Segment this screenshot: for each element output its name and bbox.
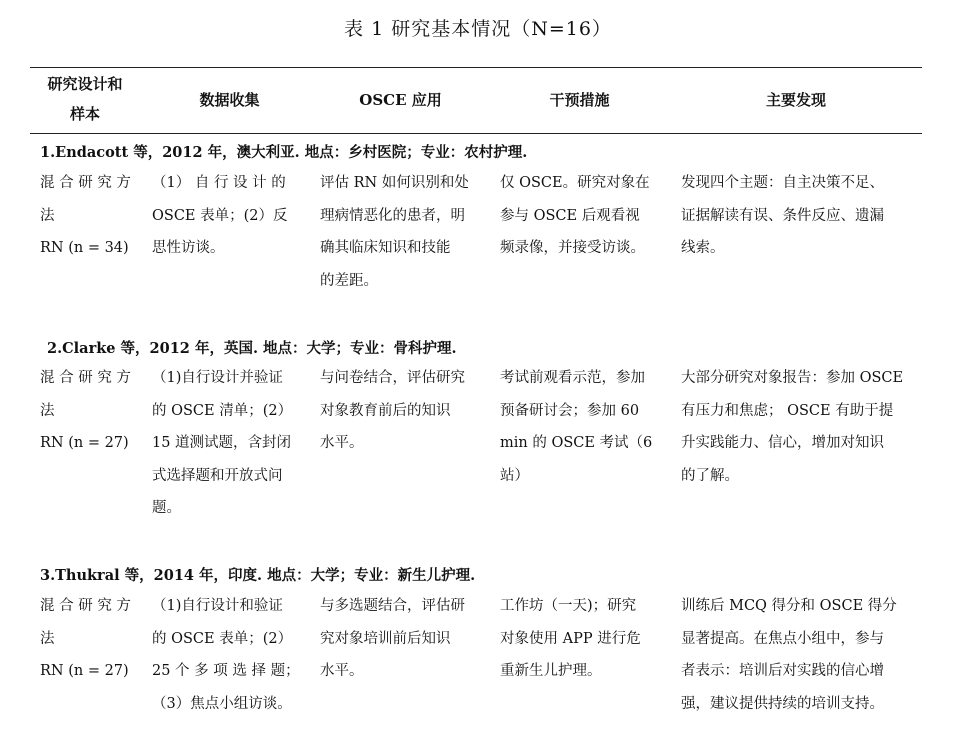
text-line: 预备研讨会；参加 60 — [500, 402, 640, 419]
table-title: 表 1 研究基本情况（N=16） — [344, 18, 612, 40]
text-line: RN (n = 27) — [40, 435, 129, 452]
header-data-collection: 数据收集 — [199, 91, 260, 109]
text-line: 强，建议提供持续的培训支持。 — [681, 695, 884, 712]
text-line: 确其临床知识和技能 — [320, 240, 451, 257]
header-intervention: 干预措施 — [549, 91, 610, 109]
text-line: 混 合 研 究 方 — [40, 175, 131, 191]
text-line: 与问卷结合，评估研究 — [320, 370, 465, 386]
study-3-findings — [681, 590, 921, 720]
table-top-rule — [30, 67, 922, 68]
text-line: 的差距。 — [320, 272, 378, 289]
study-3-intervention — [500, 590, 670, 688]
text-line: 仅 OSCE。研究对象在 — [500, 175, 650, 191]
text-line: 对象教育前后的知识 — [320, 402, 451, 419]
study-1-data-collection — [152, 167, 307, 265]
text-line: 究对象培训前后知识 — [320, 630, 451, 647]
text-line: 法 — [40, 207, 55, 224]
study-3-data-collection — [152, 590, 307, 720]
text-line: 显著提高。在焦点小组中，参与 — [681, 630, 884, 647]
header-findings: 主要发现 — [765, 91, 826, 109]
text-line: 与多选题结合，评估研 — [320, 598, 465, 614]
header-bottom-rule — [30, 133, 922, 134]
text-line: 站） — [500, 467, 529, 484]
text-line: 升实践能力、信心，增加对知识 — [681, 435, 884, 452]
text-line: 法 — [40, 402, 55, 419]
text-line: 评估 RN 如何识别和处 — [320, 175, 469, 191]
text-line: 混 合 研 究 方 — [40, 598, 131, 614]
text-line: 的了解。 — [681, 467, 739, 484]
text-line: 者表示：培训后对实践的信心增 — [681, 663, 884, 680]
text-line: 大部分研究对象报告：参加 OSCE — [681, 370, 904, 386]
text-line: 15 道测试题，含封闭 — [152, 435, 292, 452]
text-line: 25 个 多 项 选 择 题； — [152, 663, 300, 680]
text-line: 训练后 MCQ 得分和 OSCE 得分 — [681, 598, 897, 614]
study-2-intervention — [500, 362, 670, 492]
text-line: 法 — [40, 630, 55, 647]
text-line: min 的 OSCE 考试（6 — [500, 435, 653, 452]
text-line: 线索。 — [681, 240, 725, 257]
text-line: 对象使用 APP 进行危 — [500, 630, 641, 647]
text-line: RN (n = 34) — [40, 240, 129, 257]
study-1-findings — [681, 167, 921, 265]
header-design-line1: 研究设计和 — [47, 75, 123, 93]
study-1-design — [40, 167, 140, 265]
text-line: 混 合 研 究 方 — [40, 370, 131, 386]
study-3-design — [40, 590, 140, 688]
study-2-findings — [681, 362, 921, 492]
study-3-osce — [320, 590, 490, 688]
text-line: 水平。 — [320, 435, 364, 452]
text-line: 题。 — [152, 500, 181, 517]
study-2-osce — [320, 362, 490, 460]
text-line: 频录像，并接受访谈。 — [500, 240, 645, 257]
text-line: 工作坊（一天)；研究 — [500, 598, 637, 614]
text-line: （1)自行设计和验证 — [152, 598, 283, 614]
text-line: 理病情恶化的患者，明 — [320, 207, 465, 224]
text-line: 的 OSCE 表单；(2） — [152, 630, 293, 647]
study-1-heading: 1.Endacott 等，2012 年，澳大利亚. 地点：乡村医院；专业：农村护理. — [40, 144, 528, 161]
text-line: 证据解读有误、条件反应、遗漏 — [681, 207, 884, 224]
study-3-heading: 3.Thukral 等，2014 年，印度. 地点：大学；专业：新生儿护理. — [40, 567, 476, 584]
text-line: 有压力和焦虑； OSCE 有助于提 — [681, 402, 894, 419]
text-line: （3）焦点小组访谈。 — [152, 695, 292, 712]
text-line: 重新生儿护理。 — [500, 663, 602, 680]
text-line: 参与 OSCE 后观看视 — [500, 207, 640, 224]
header-design-line2: 样本 — [69, 105, 100, 123]
text-line: （1） 自 行 设 计 的 — [152, 175, 286, 191]
header-osce: OSCE 应用 — [359, 91, 442, 109]
study-2-design — [40, 362, 140, 460]
text-line: 水平。 — [320, 663, 364, 680]
text-line: 思性访谈。 — [152, 240, 225, 257]
study-1-intervention — [500, 167, 670, 265]
study-1-osce — [320, 167, 490, 297]
text-line: 发现四个主题：自主决策不足、 — [681, 175, 884, 191]
text-line: 式选择题和开放式问 — [152, 467, 283, 484]
text-line: 考试前观看示范，参加 — [500, 370, 645, 386]
study-2-data-collection — [152, 362, 307, 525]
text-line: 的 OSCE 清单；(2） — [152, 402, 293, 419]
header-design — [35, 69, 135, 129]
study-2-heading: 2.Clarke 等，2012 年，英国. 地点：大学；专业：骨科护理. — [47, 340, 457, 357]
text-line: （1)自行设计并验证 — [152, 370, 283, 386]
text-line: OSCE 表单；(2）反 — [152, 207, 288, 224]
text-line: RN (n = 27) — [40, 663, 129, 680]
